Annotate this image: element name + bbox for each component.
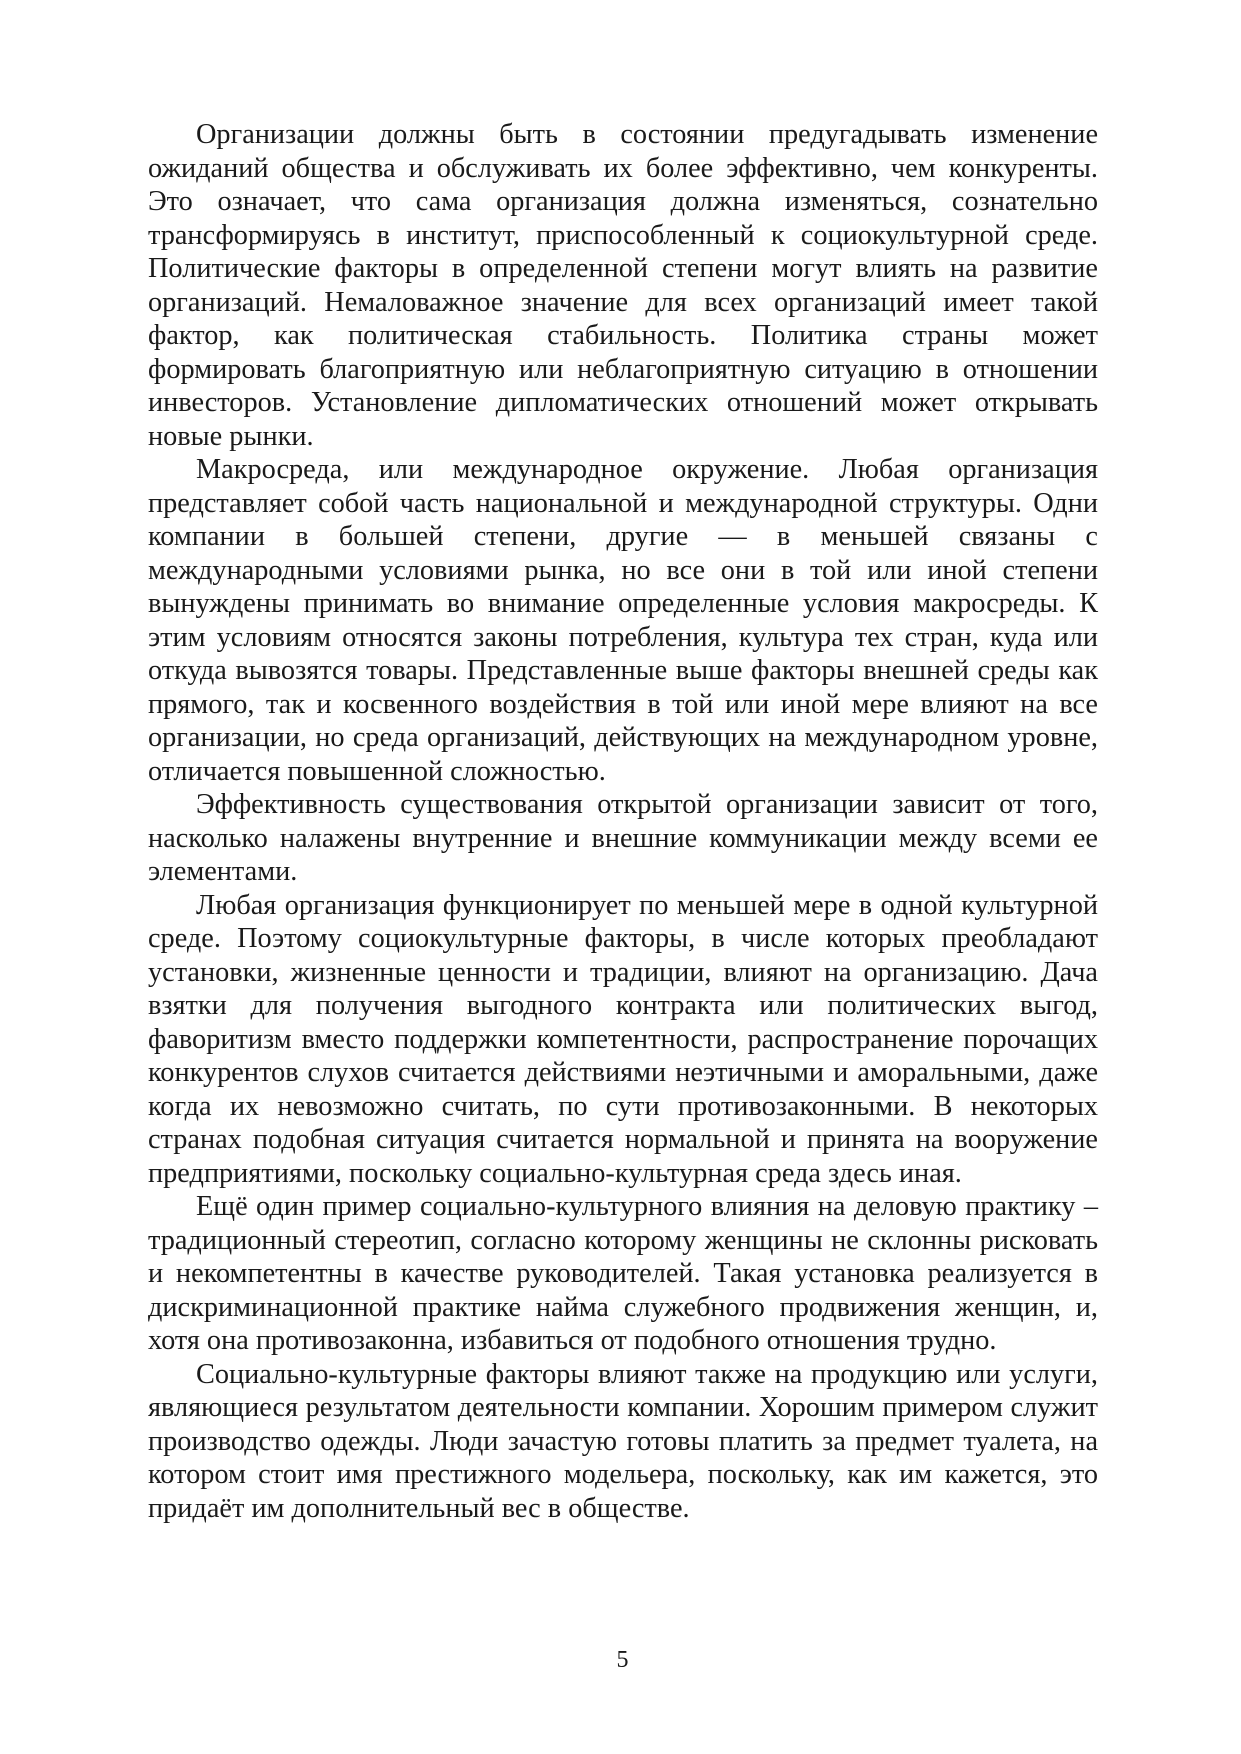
paragraph: Ещё один пример социально-культурного влияния на деловую практику – традиционный стереотип, согласно которому женщины не склонны рисковать и некомпетентны в качестве руководителей. Такая установка реализуется в дискриминационной практике найма служебного продвижения женщин, и, хотя она противозаконна, избавиться от подобного отношения трудно. [148,1191,1098,1356]
paragraph: Социально-культурные факторы влияют также на продукцию или услуги, являющиеся результатом деятельности компании. Хорошим примером служит производство одежды. Люди зачастую готовы платить за предмет туалета, на котором стоит имя престижного модельера, поскольку, как им кажется, это придаёт им дополнительный вес в обществе. [148,1358,1098,1524]
paragraph: Организации должны быть в состоянии предугадывать изменение ожиданий общества и обслуживать их более эффективно, чем конкуренты. Это означает, что сама организация должна изменяться, сознательно трансформируясь в институт, приспособленный к социокультурной среде. Политические факторы в определенной степени могут влиять на развитие организаций. Немаловажное значение для всех организаций имеет такой фактор, как политическая стабильность. Политика страны может формировать благоприятную или неблагоприятную ситуацию в отношении инвесторов. Установление дипломатических отношений может открывать новые рынки. [148,119,1098,452]
paragraph: Любая организация функционирует по меньшей мере в одной культурной среде. Поэтому социокультурные факторы, в числе которых преобладают установки, жизненные ценности и традиции, влияют на организацию. Дача взятки для получения выгодного контракта или политических выгод, фаворитизм вместо поддержки компетентности, распространение порочащих конкурентов слухов считается действиями неэтичными и аморальными, даже когда их невозможно считать, по сути противозаконными. В некоторых странах подобная ситуация считается нормальной и принята на вооружение предприятиями, поскольку социально-культурная среда здесь иная. [148,889,1098,1189]
paragraph: Эффективность существования открытой организации зависит от того, насколько налажены внутренние и внешние коммуникации между всеми ее элементами. [148,789,1098,887]
document-body [148,118,1098,1525]
page-number: 5 [616,1647,629,1673]
paragraph: Макросреда, или международное окружение. Любая организация представляет собой часть национальной и международной структуры. Одни компании в большей степени, другие — в меньшей связаны с международными условиями рынка, но все они в той или иной степени вынуждены принимать во внимание определенные условия макросреды. К этим условиям относятся законы потребления, культура тех стран, куда или откуда вывозятся товары. Представленные выше факторы внешней среды как прямого, так и косвенного воздействия в той или иной мере влияют на все организации, но среда организаций, действующих на международном уровне, отличается повышенной сложностью. [148,454,1098,787]
